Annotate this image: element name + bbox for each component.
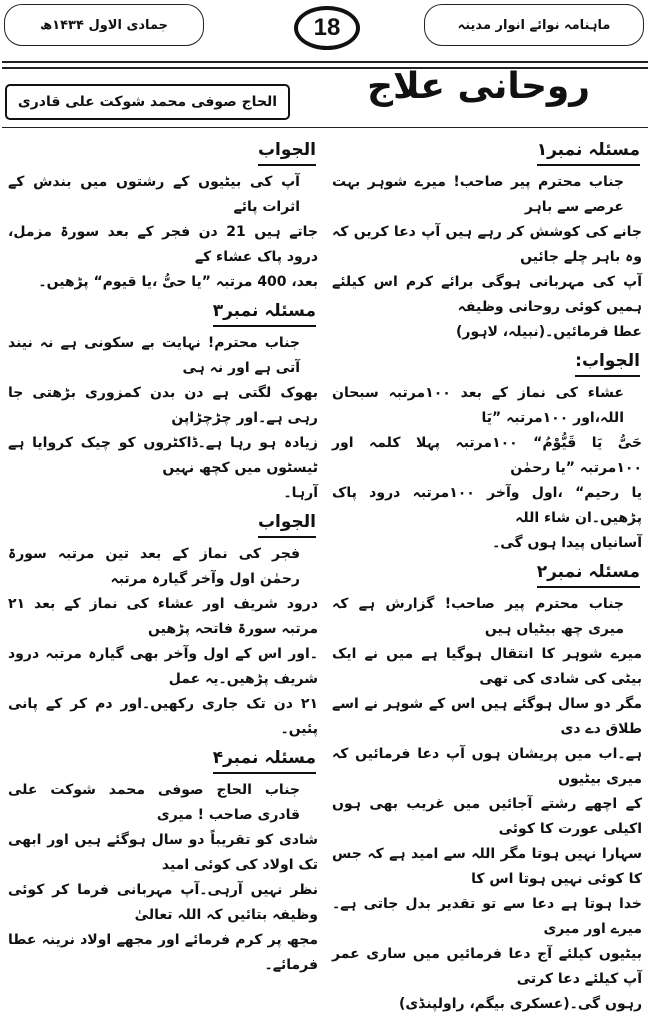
text-line: ہے۔اب میں پریشان ہوں آپ دعا فرمائیں کہ میری بیٹیوں — [332, 746, 642, 787]
left-column — [8, 134, 318, 978]
section-heading-wrap — [332, 134, 642, 170]
text-line: خدا ہوتا ہے دعا سے تو تقدیر بدل جاتی ہے۔میرے اور میری — [332, 896, 642, 937]
section-heading: مسئلہ نمبر۴ — [213, 746, 316, 774]
magazine-name-box — [424, 4, 644, 46]
text-line: جناب محترم پیر صاحب! میرے شوہر بہت عرصے سے باہر — [332, 174, 624, 215]
title-divider — [2, 127, 648, 128]
text-line: بھوک لگتی ہے دن بدن کمزوری بڑھتی جا رہی ہے۔اور چڑچڑاپن — [8, 385, 318, 426]
text-line: عطا فرمائیں۔(نبیلہ، لاہور) — [456, 324, 642, 340]
right-column — [332, 134, 642, 1017]
text-line: جاتے ہیں 21 دن فجر کے بعد سورۃ مزمل، درود پاک عشاء کے — [8, 224, 318, 265]
text-line: جناب محترم! نہایت بے سکونی ہے نہ نیند آتی ہے اور نہ ہی — [8, 335, 300, 376]
text-line: جانے کی کوشش کر رہے ہیں آپ دعا کریں کہ وہ باہر چلے جائیں — [332, 224, 642, 265]
text-line: آپ کی مہربانی ہوگی برائے کرم اس کیلئے ہمیں کوئی روحانی وظیفہ — [332, 274, 642, 315]
section-heading: الجواب: — [575, 349, 640, 377]
section-heading-wrap — [332, 556, 642, 592]
text-line: آسانیاں پیدا ہوں گی۔ — [492, 535, 642, 551]
text-line: شادی کو تقریباً دو سال ہوگئے ہیں اور ابھی تک اولاد کی کوئی امید — [8, 832, 318, 873]
section-heading: الجواب — [258, 138, 316, 166]
section-heading: الجواب — [258, 510, 316, 538]
issue-date: جمادی الاول ۱۴۳۴ھ — [39, 17, 169, 33]
text-line: فجر کی نماز کے بعد تین مرتبہ سورۃ رحمٰن اول وآخر گیارہ مرتبہ — [8, 546, 300, 587]
section-heading: مسئلہ نمبر۳ — [213, 299, 316, 327]
text-line: زیادہ ہو رہا ہے۔ڈاکٹروں کو چیک کروایا ہے ٹیسٹوں میں کچھ نہیں — [8, 435, 318, 476]
text-line: نظر نہیں آرہی۔آپ مہربانی فرما کر کوئی وظیفہ بتائیں کہ اللہ تعالیٰ — [8, 882, 318, 923]
text-line: عشاء کی نماز کے بعد ۱۰۰مرتبہ سبحان اللہ،اور ۱۰۰مرتبہ ”یَا — [332, 385, 624, 426]
text-line: آپ کی بیٹیوں کے رشتوں میں بندش کے اثرات پائے — [8, 174, 300, 215]
text-line: بیٹیوں کیلئے آج دعا فرمائیں میں ساری عمر آپ کیلئے دعا کرتی — [332, 946, 642, 987]
text-line: کے اچھے رشتے آجائیں میں غریب بھی ہوں اکیلی عورت کا کوئی — [332, 796, 642, 837]
text-line: میرے شوہر کا انتقال ہوگیا ہے میں نے ایک بیٹی کی شادی کی تھی — [332, 646, 642, 687]
text-line: مجھ پر کرم فرمائے اور مجھے اولاد نرینہ عطا فرمائے۔ — [8, 932, 318, 973]
text-line: سہارا نہیں ہوتا مگر اللہ سے امید ہے کہ جس کا کوئی نہیں ہوتا اس کا — [332, 846, 642, 887]
text-line: جناب الحاج صوفی محمد شوکت علی قادری صاحب ! میری — [8, 782, 300, 823]
author-box — [5, 84, 290, 120]
text-line: ۔اور اس کے اول وآخر بھی گیارہ مرتبہ درود شریف پڑھیں۔یہ عمل — [8, 646, 318, 687]
section-heading-wrap — [332, 345, 642, 381]
section-heading: مسئلہ نمبر۱ — [537, 138, 640, 166]
section-heading-wrap — [8, 295, 318, 331]
text-line: آرہا۔ — [283, 485, 318, 501]
section-heading-wrap — [8, 742, 318, 778]
text-line: مگر دو سال ہوگئے ہیں اس کے شوہر نے اسے طلاق دے دی — [332, 696, 642, 737]
magazine-name: ماہنامہ نوائے انوار مدینہ — [457, 17, 611, 33]
issue-date-box — [4, 4, 204, 46]
author-name: الحاج صوفی محمد شوکت علی قادری — [17, 94, 278, 110]
text-line: ۲۱ دن تک جاری رکھیں۔اور دم کر کے پانی پئیں۔ — [8, 696, 318, 737]
section-heading-wrap — [8, 506, 318, 542]
text-line: رہوں گی۔(عسکری بیگم، راولپنڈی) — [399, 996, 642, 1012]
section-heading-wrap — [8, 134, 318, 170]
text-line: درود شریف اور عشاء کی نماز کے بعد ۲۱ مرتبہ سورۃ فاتحہ پڑھیں — [8, 596, 318, 637]
article-title: روحانی علاج — [367, 66, 590, 107]
text-line: جناب محترم پیر صاحب! گزارش ہے کہ میری چھ بیٹیاں ہیں — [332, 596, 624, 637]
text-line: بعد، 400 مرتبہ ”یا حیُّ ،یا قیوم“ پڑھیں۔ — [38, 274, 318, 290]
text-line: حَیُّ یَا قَیُّوْمُ“ ۱۰۰مرتبہ پہلا کلمہ اور ۱۰۰مرتبہ ”یا رحمٰن — [332, 435, 642, 476]
page-number: 18 — [294, 6, 360, 50]
text-line: یا رحیم“ ،اول وآخر ۱۰۰مرتبہ درود پاک پڑھیں۔ان شاء اللہ — [332, 485, 642, 526]
section-heading: مسئلہ نمبر۲ — [537, 560, 640, 588]
